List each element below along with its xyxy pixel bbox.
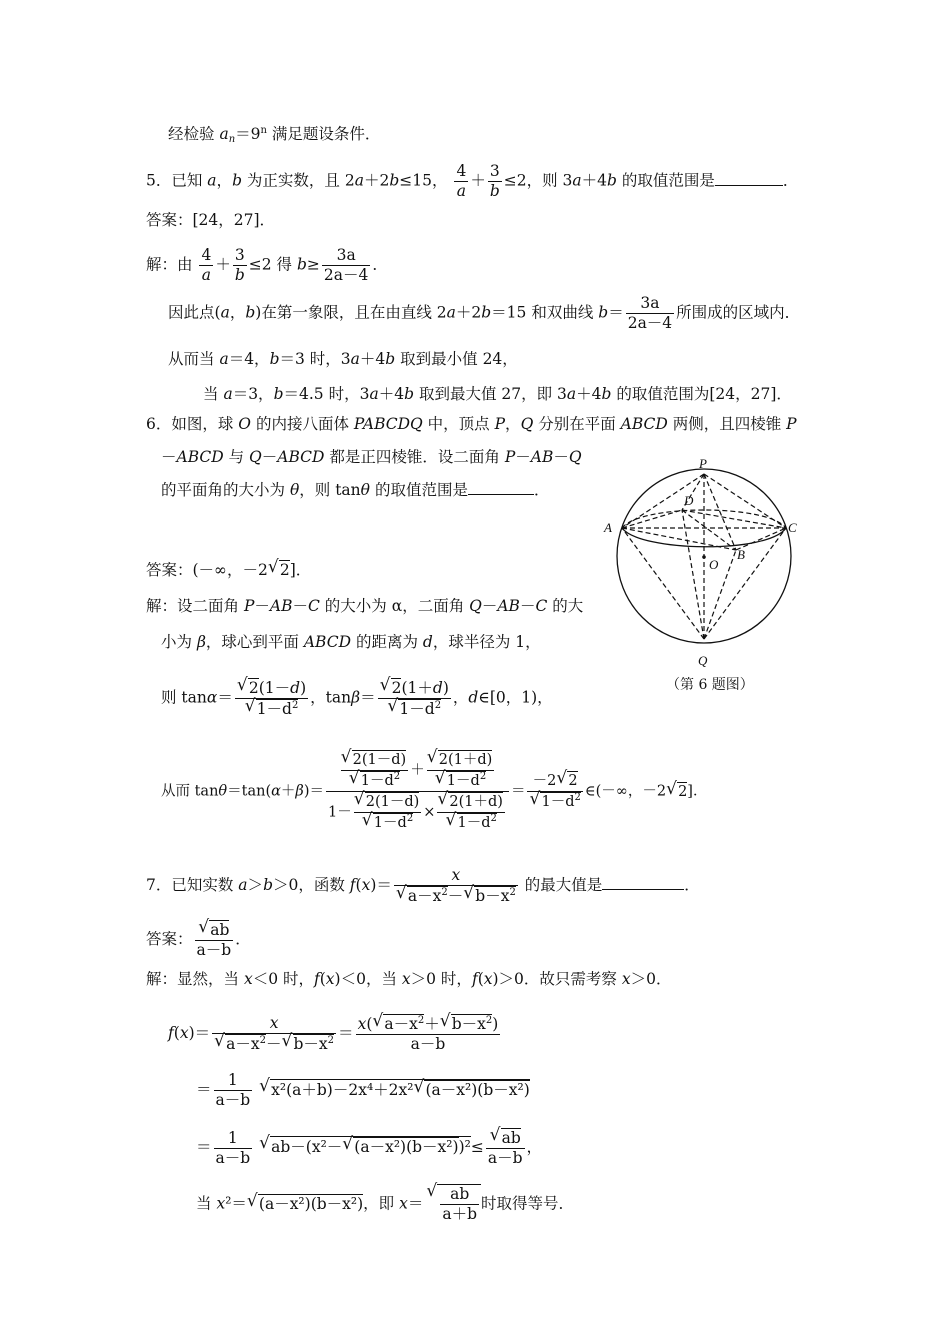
equation-2: ＝ $\frac{1}{a-b}$ √ x²(a＋b)－2x⁴＋2x²√ (a－x²)(b－x²) (196, 1071, 530, 1110)
label-O: O (709, 557, 719, 572)
center-point (702, 555, 706, 559)
label-B: B (737, 547, 745, 562)
fraction: $\frac{4}{a}$ (456, 162, 467, 200)
answer-5: 答案：[24，27]． (146, 211, 276, 229)
solution-5: 解：由 $\frac{4}{a}$ ＋ $\frac{3}{b}$ ≤2 得 b≥ $\frac{3a}{2a-4}$ ． (146, 246, 388, 284)
solution-5-region: 因此点(a，b)在第一象限，且在由直线 2a＋2b＝15 和双曲线 b＝ $\frac{3a}{2a-4}$ 所围成的区域内． (168, 294, 801, 332)
label-Q: Q (698, 653, 708, 668)
solution-6-line2: 小为 β，球心到平面 ABCD 的距离为 d，球半径为 1， (161, 633, 541, 651)
equation-3: ＝ $\frac{1}{a-b}$ √ ab－(x²－√ (a－x²)(b－x²))²≤ √ $\frac{ab}{a-b}$ ， (196, 1128, 542, 1168)
problem-5: 5．已知 a，b 为正实数，且 2a＋2b≤15， $\frac{4}{a}$ ＋ $\frac{3}{b}$ ≤2，则 3a＋4b 的取值范围是 ． (146, 162, 799, 200)
solution-5-max: 当 a＝3，b＝4.5 时，3a＋4b 取到最大值 27，即 3a＋4b 的取值范围为[24，27]． (203, 385, 792, 403)
problem-7: 7．已知实数 a＞b＞0，函数 f(x)＝ x √ $a-x^2-√$ $b-x^2$ 的最大值是 ． (146, 866, 700, 906)
equation-1: f(x)＝ x √ $a-x^2-√$ $b-x^2$ ＝ $\frac{x(√ a-x^2+√ b-x^2)}{a-b}$ (168, 1014, 502, 1054)
fraction: $\frac{3}{b}$ (489, 162, 500, 200)
figure-caption: （第 6 题图） (666, 677, 754, 693)
label-C: C (788, 520, 797, 535)
solution-5-min: 从而当 a＝4，b＝3 时，3a＋4b 取到最小值 24， (168, 350, 518, 368)
solution-6-theta: 从而 tanθ＝tan(α＋β)＝ √ 2(1－d) √ $1-d^2$ ＋ √ 2(1＋d) √ $1-d^2$ 1－ √ 2(1－d) √ $1-d^2$ × √ 2(1＋d) √ $1-d^2$ ＝ －2√ 2 √ $1-d^2$ ∈(－∞，－2√ 2]． (161, 750, 707, 833)
label-D: D (684, 493, 694, 508)
sphere-octahedron-figure (600, 452, 810, 672)
answer-6: 答案：(－∞，－2√ 2]． (146, 560, 311, 580)
label-A: A (604, 520, 612, 535)
answer-7: 答案： √ $\frac{ab}{a-b}$ ． (146, 920, 251, 960)
solution-7: 解：显然，当 x＜0 时，f(x)＜0，当 x＞0 时，f(x)＞0．故只需考察 x＞0． (146, 970, 672, 988)
label-P: P (699, 456, 707, 471)
problem-6-line1: 6．如图，球 O 的内接八面体 PABCDQ 中，顶点 P，Q 分别在平面 ABCD 两侧，且四棱锥 P (146, 415, 797, 433)
solution-6-line1: 解：设二面角 P－AB－C 的大小为 α，二面角 Q－AB－C 的大 (146, 597, 584, 615)
problem-6-line3: 的平面角的大小为 θ，则 tanθ 的取值范围是 ． (161, 481, 550, 499)
compound-fraction: √ 2(1－d) √ $1-d^2$ ＋ √ 2(1＋d) √ $1-d^2$ 1－ √ 2(1－d) √ $1-d^2$ × √ 2(1＋d) √ $1-d^2$ (326, 750, 509, 833)
answer-blank (715, 185, 783, 186)
solution-6-tan: 则 tanα＝ √ 2(1－d) √ $1-d^2$ ，tanβ＝ √ 2(1＋d) √ $1-d^2$ ，d∈[0，1)， (161, 678, 553, 719)
problem-6-line2: －ABCD 与 Q－ABCD 都是正四棱锥．设二面角 P－AB－Q (161, 448, 582, 466)
equation-4: 当 x²＝√ (a－x²)(b－x²)，即 x＝ √ $\frac{ab}{a+b}$ 时取得等号． (196, 1184, 574, 1224)
line-verify: 经检验 $a_n=9^n$ 满足题设条件． (168, 125, 381, 145)
